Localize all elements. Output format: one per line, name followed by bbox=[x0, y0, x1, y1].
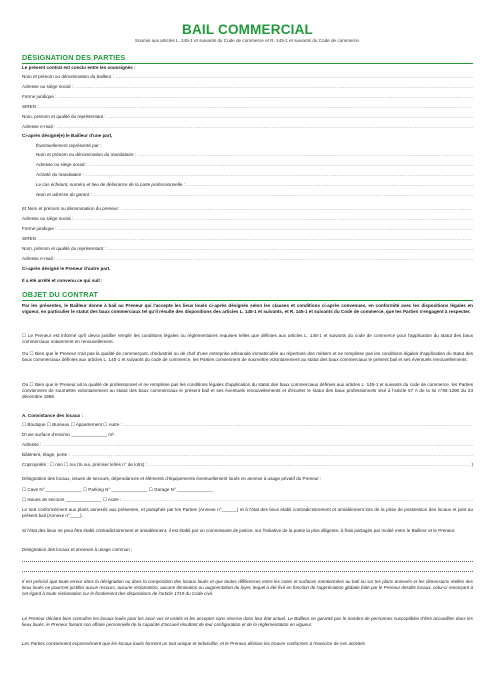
usage-commun-line-1[interactable] bbox=[22, 561, 473, 562]
usage-commun-label: Désignation des locaux et annexes à usage commun : bbox=[22, 547, 133, 552]
objet-option-1: ☐ Le Preneur est informé qu'il devra justifier remplir les conditions légales ou réglementaires requises telles que définies aux articles L. 145-1 et suivants du code de commerce pour l'application du statut des baux commerciaux notamment en renouvellement. bbox=[22, 333, 473, 345]
italic-note-2: Le Preneur déclare bien connaître les locaux loués pour les avoir vus et visités et les accepter sans réserve dans leur état actuel. Le Bailleur ne garantit pas le nombre de personnes susceptibles d'être accueillies dans les lieux loués, le Preneur faisant son affaire personnelle de la capacité d'accueil résultant de leur configuration et de la réglementation en vigueur. bbox=[22, 616, 473, 628]
field-preneur-representant[interactable]: Nom, prénom et qualité du représentant : ..... bbox=[22, 246, 473, 252]
plans-paragraph: Le tout conformément aux plans annexés aux présentes, et paraphés par les Parties (Annexe n°______) et à l'état des lieux établi contradictoirement et amiablement lors de la prise de possession des locaux et joint au présent bail (Annexe n°____). bbox=[22, 507, 473, 519]
section-heading-objet: OBJET DU CONTRAT bbox=[22, 290, 99, 299]
local-types-row[interactable]: ☐ Boutique ☐ Bureaux ☐ Appartement ☐ Autre : ..... bbox=[22, 422, 473, 428]
annexes-row-1[interactable]: ☐ Cave N° ______________ ☐ Parking N° ______________ ☐ Garage N° ______________ bbox=[22, 487, 213, 492]
consistance-heading: A. Consistance des locaux : bbox=[22, 413, 84, 418]
field-copropriete[interactable]: Copropriété : ☐ non ☐ oui (Si oui, préciser le/les n° de lot(s) : ..... ) bbox=[22, 462, 473, 468]
annexes-intro: Désignation des locaux, issues de secours, dépendances et éléments d'équipements éventuellement loués en annexe à usage privatif du Preneur : bbox=[22, 476, 322, 481]
usage-commun-line-2[interactable] bbox=[22, 571, 473, 572]
italic-note-1: Il est précisé que toute erreur dans la désignation ou dans la composition des locaux loués et que toutes différences entre les cotes et surfaces mentionnées au bail ou sur les plans annexés et les dimensions réelles des lieux loués ne pourront justifier aucun recours, aucune réclamation, aucune diminution ou augmentation du loyer, lequel a été fixé en fonction de l'appréciation globale faite par le Preneur desdits locaux, celui-ci renonçant à cet égard à toute réclamation sur le fondement des dispositions de l'article 1719 du Code civil. bbox=[22, 579, 473, 597]
objet-bold-paragraph: Par les présentes, le Bailleur donne à bail au Preneur qui l'accepte les lieux loués ci-après désignés selon les clauses et conditions ci-après convenues, en conformité avec les dispositions légales en vigueur, en particulier le statut des baux commerciaux tel qu'il résulte des dispositions des articles L. 145-1 et suivants, et R. 145-1 et suivants du Code de commerce, que les Parties s'engagent à respecter. bbox=[22, 303, 473, 315]
field-bailleur-address[interactable]: Adresse ou siège social : ..... bbox=[22, 84, 473, 90]
document-title: BAIL COMMERCIAL bbox=[182, 22, 313, 37]
preneur-tag: Ci-après désigné le Preneur d'autre part. bbox=[22, 266, 111, 271]
agreement-line: Il a été arrêté et convenu ce qui suit : bbox=[22, 278, 103, 283]
field-preneur-address[interactable]: Adresse ou siège social : ..... bbox=[22, 216, 473, 222]
field-bailleur-siren[interactable]: SIREN : ..... bbox=[22, 104, 473, 110]
huissier-paragraph: Si l'état des lieux ne peut être établi contradictoirement et amiablement, il est établi par un commissaire de justice, sur l'initiative de la partie la plus diligente, à frais partagés par moitié entre le Bailleur et le Preneur. bbox=[22, 528, 456, 533]
field-local-adresse[interactable]: Adresse : ..... bbox=[22, 442, 473, 448]
section-heading-designation: DÉSIGNATION DES PARTIES bbox=[22, 53, 126, 62]
field-batiment[interactable]: Bâtiment, étage, porte : ..... bbox=[22, 452, 473, 458]
objet-option-2: Ou ☐ Bien que le Preneur n'ait pas la qualité de commerçant, d'industriel ou de chef d'une entreprise artisanale immatriculée au répertoire des métiers et ne remplisse pas les conditions légales d'application du statut des baux commerciaux définies aux articles L. 145-1 et suivants du code de commerce, les Parties conviennent de soumettre volontairement au statut des baux commerciaux le présent bail et ses éventuels renouvellements. bbox=[22, 351, 473, 363]
field-preneur-email[interactable]: Adresse e-mail : ..... bbox=[22, 256, 473, 262]
mandataire-intro: Éventuellement représenté par : bbox=[36, 143, 102, 148]
parties-intro: Le présent contrat est conclu entre les soussignés : bbox=[22, 65, 136, 70]
annexes-row-2[interactable]: ☐ Issues de secours ______________ ☐ Autre : ..... bbox=[22, 497, 473, 503]
italic-note-3: Les Parties conviennent expressément que les locaux loués forment un tout unique et indivisible, et le Preneur déclare les trouver conformes à l'exercice de ses activités. bbox=[22, 641, 367, 646]
field-bailleur-forme[interactable]: Forme juridique : ..... bbox=[22, 94, 473, 100]
document-subtitle: Soumis aux articles L. 145-1 et suivants du Code de commerce et R. 145-1 et suivants du Code de commerce. bbox=[134, 38, 361, 43]
field-preneur-name[interactable]: Et Nom et prénom ou dénomination du preneur : ..... bbox=[22, 206, 473, 212]
surface-row[interactable]: D'une surface d'environ ______________ m². bbox=[22, 432, 115, 437]
objet-option-3: Ou ☐ Bien que le Preneur ait la qualité de professionnel et ne remplisse pas les conditions légales d'application du statut des baux commerciaux définies aux articles L. 145-1 et suivants du code de commerce, les Parties conviennent de soumettre volontairement au statut des baux commerciaux le présent bail et ses éventuels renouvellements et d'écarter le statut des baux professionnels visé à l'article 57 A de la loi n°86-1290 du 23 décembre 1986. bbox=[22, 382, 473, 400]
field-preneur-forme[interactable]: Forme juridique : ..... bbox=[22, 226, 473, 232]
field-garant[interactable]: Nom et adresse du garant : ..... bbox=[36, 192, 473, 198]
field-mandataire-name[interactable]: Nom et prénom ou dénomination du mandataire : ..... bbox=[36, 152, 473, 158]
field-bailleur-email[interactable]: Adresse e-mail : ..... bbox=[22, 124, 473, 130]
field-preneur-siren[interactable]: SIREN : ..... bbox=[22, 236, 473, 242]
bailleur-tag: Ci-après désigné(e) le Bailleur d'une part, bbox=[22, 133, 113, 138]
section-rule bbox=[22, 63, 473, 64]
field-mandataire-activite[interactable]: Activité du mandataire : ..... bbox=[36, 172, 473, 178]
section-rule bbox=[22, 300, 473, 301]
field-mandataire-address[interactable]: Adresse ou siège social : ..... bbox=[36, 162, 473, 168]
field-bailleur-representant[interactable]: Nom, prénom et qualité du représentant : ..... bbox=[22, 114, 473, 120]
field-bailleur-name[interactable]: Nom et prénom ou dénomination du bailleur : ..... bbox=[22, 74, 473, 80]
field-carte-professionnelle[interactable]: Le cas échéant, numéro et lieu de délivrance de la carte professionnelle : ..... bbox=[36, 182, 473, 188]
